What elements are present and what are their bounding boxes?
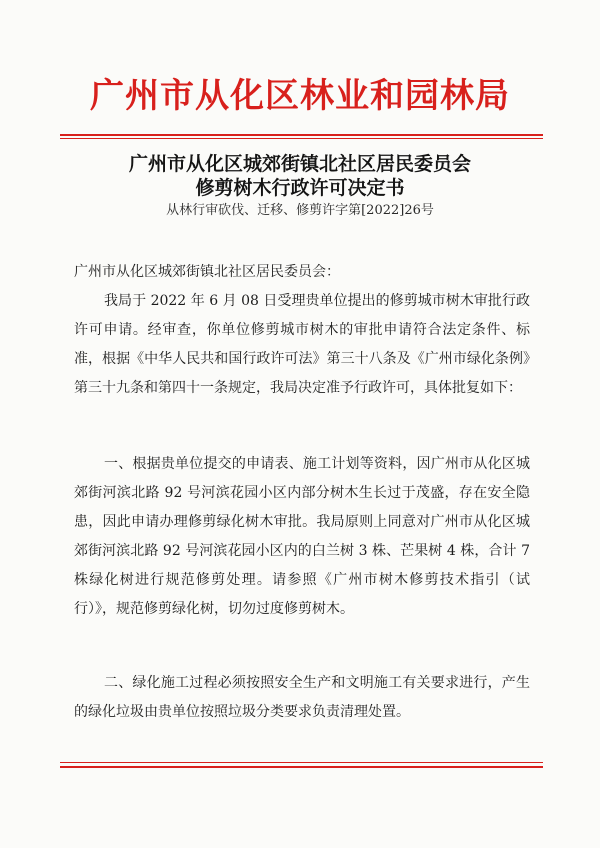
addressee: 广州市从化区城郊街镇北社区居民委员会： (74, 264, 340, 280)
body-paragraph-item-2: 二、绿化施工过程必须按照安全生产和文明施工有关要求进行，产生的绿化垃圾由贵单位按照垃圾分类要求负责清理处置。 (74, 675, 530, 720)
document-title-line-2: 修剪树木行政许可决定书 (195, 177, 405, 199)
document-title-line-1: 广州市从化区城郊街镇北社区居民委员会 (128, 153, 471, 175)
letterhead-divider-thick (60, 134, 543, 136)
agency-letterhead: 广州市从化区林业和园林局 (90, 76, 510, 116)
footer-divider-thick (60, 766, 543, 768)
document-number: 从林行审砍伐、迁移、修剪许字第[2022]26号 (166, 203, 434, 218)
body-paragraph-intro: 我局于 2022 年 6 月 08 日受理贵单位提出的修剪城市树木审批行政许可申请。经审查，你单位修剪城市树木的审批申请符合法定条件、标准，根据《中华人民共和国行政许可法》第三十八条及《广州市绿化条例》第三十九条和第四十一条规定，我局决定准予行政许可，具体批复如下： (74, 293, 530, 396)
letterhead-divider-thin (60, 138, 543, 139)
body-paragraph-item-1: 一、根据贵单位提交的申请表、施工计划等资料，因广州市从化区城郊街河滨北路 92 号河滨花园小区内部分树木生长过于茂盛，存在安全隐患，因此申请办理修剪绿化树木审批。我局原则上同意对广州市从化区城郊街河滨北路 92 号河滨花园小区内的白兰树 3 株、芒果树 4 株，合计 7 株绿化树进行规范修剪处理。请参照《广州市树木修剪技术指引（试行）》，规范修剪绿化树，切勿过度修剪树木。 (74, 456, 530, 617)
footer-divider-thin (60, 762, 543, 763)
